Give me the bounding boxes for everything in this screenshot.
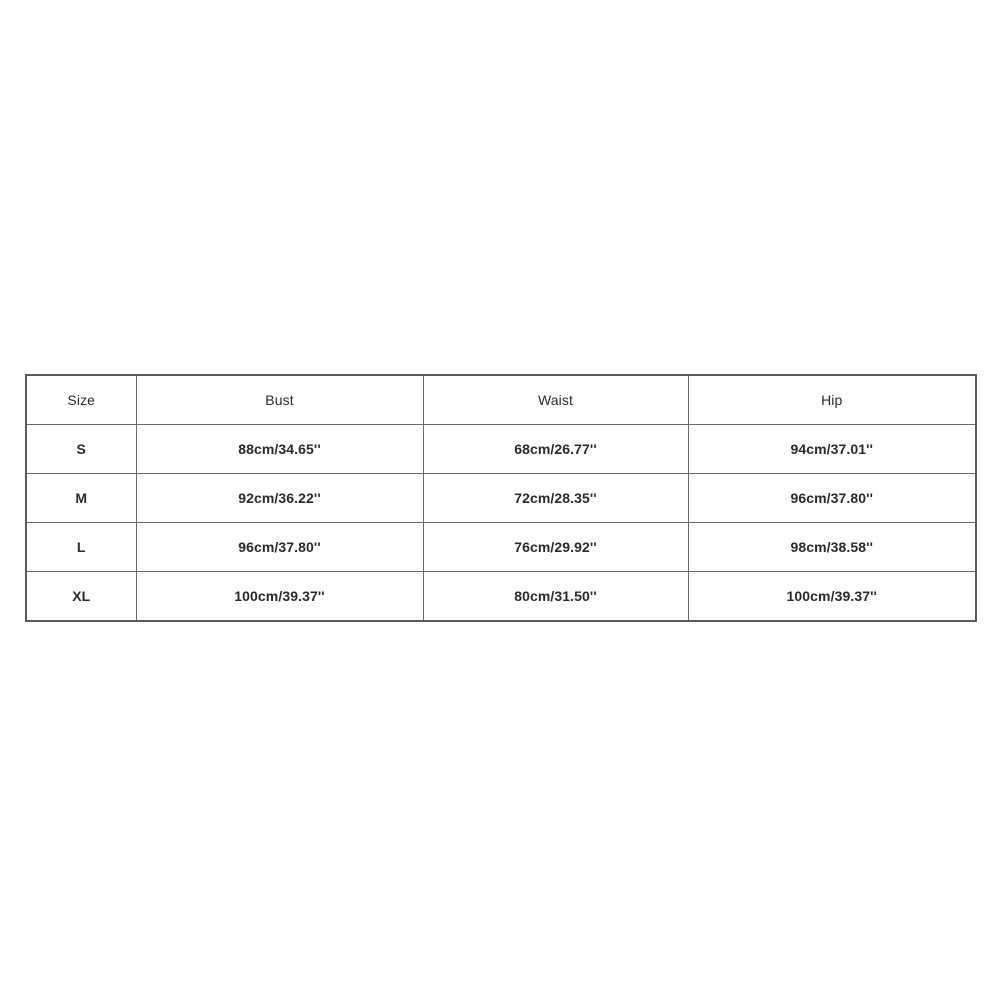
table-row [26,523,976,572]
waist-cell: 80cm/31.50'' [423,572,688,622]
size-cell: XL [26,572,136,622]
table-header [26,375,976,425]
hip-cell: 98cm/38.58'' [688,523,976,572]
size-cell: M [26,474,136,523]
waist-cell: 76cm/29.92'' [423,523,688,572]
table-row [26,474,976,523]
waist-cell: 72cm/28.35'' [423,474,688,523]
header-row [26,375,976,425]
hip-cell: 96cm/37.80'' [688,474,976,523]
header-waist: Waist [423,375,688,425]
hip-cell: 94cm/37.01'' [688,425,976,474]
bust-cell: 92cm/36.22'' [136,474,423,523]
table-row [26,425,976,474]
size-cell: S [26,425,136,474]
header-size: Size [26,375,136,425]
bust-cell: 88cm/34.65'' [136,425,423,474]
header-hip: Hip [688,375,976,425]
waist-cell: 68cm/26.77'' [423,425,688,474]
size-chart-table [25,374,977,622]
bust-cell: 100cm/39.37'' [136,572,423,622]
header-bust: Bust [136,375,423,425]
table-row [26,572,976,622]
table-body [26,425,976,622]
hip-cell: 100cm/39.37'' [688,572,976,622]
bust-cell: 96cm/37.80'' [136,523,423,572]
size-cell: L [26,523,136,572]
